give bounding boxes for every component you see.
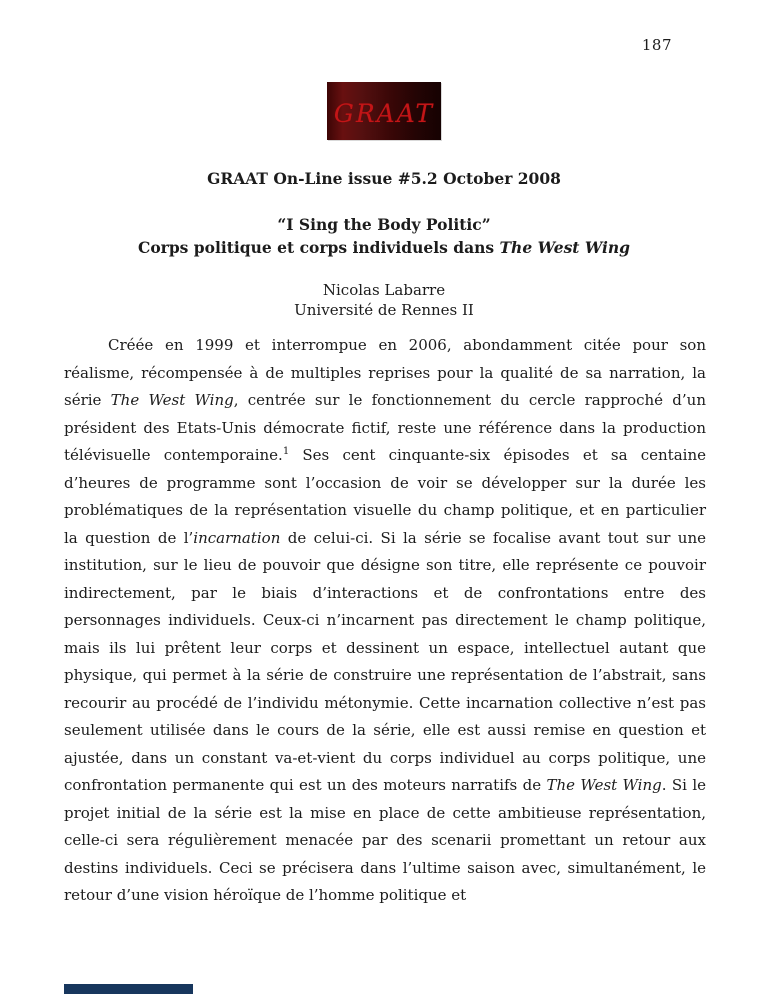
graat-logo xyxy=(327,82,441,140)
article-title-french xyxy=(0,237,768,260)
author-name: Nicolas Labarre xyxy=(322,281,446,299)
body-text-segment: The West Wing xyxy=(546,776,662,794)
page-number: 187 xyxy=(641,36,672,54)
article-title-french-text: Corps politique et corps individuels dans xyxy=(137,237,500,257)
body-text-segment: The West Wing xyxy=(110,391,234,409)
body-text-segment: 1 xyxy=(282,446,290,457)
body-text-segment: Créée en 1999 et interrompue en 2006, abondamment citée pour son réalisme, récompensée à de multiples reprises pour la qualité de sa narration, la série xyxy=(64,336,706,409)
body-paragraph xyxy=(64,332,706,910)
body-text-segment: Ses cent cinquante-six épisodes et sa centaine d’heures de programme sont l’occasion de voir se développer sur la durée les problématiques de la représentation visuelle du champ politique, et en particulier la question de l’ xyxy=(64,446,706,547)
article-title-series-name: The West Wing xyxy=(499,237,630,257)
body-text-segment: , centrée sur le fonctionnement du cercle rapproché d’un président des Etats-Unis démocrate fictif, reste une référence dans la production télévisuelle contemporaine. xyxy=(64,391,707,464)
body-text-segment: . Si le projet initial de la série est la mise en place de cette ambitieuse représentation, celle-ci sera régulièrement menacée par des scenarii promettant un retour aux destins individuels. Ceci se précisera dans l’ultime saison avec, simultanément, le retour d’une vision héroïque de l’homme politique et xyxy=(64,776,706,904)
article-title xyxy=(0,214,768,259)
author-affiliation: Université de Rennes II xyxy=(294,300,474,319)
journal-issue-line: GRAAT On-Line issue #5.2 October 2008 xyxy=(207,169,561,188)
article-title-english: “I Sing the Body Politic” xyxy=(277,215,491,234)
author-block xyxy=(0,281,768,320)
body-text-segment: de celui-ci. Si la série se focalise avant tout sur une institution, sur le lieu de pouvoir que désigne son titre, elle représente ce pouvoir indirectement, par le biais d’interactions et de confrontations entre des personnages individuels. Ceux-ci n’incarnent pas directement le champ politique, mais ils lui prêtent leur corps et dessinent un espace, intellectuel autant que physique, qui permet à la série de construire une représentation de l’abstrait, sans recourir au procédé de l’individu métonymie. Cette incarnation collective n’est pas seulement utilisée dans le cours de la série, elle est aussi remise en question et ajustée, dans un constant va-et-vient du corps individuel au corps politique, une confrontation permanente qui est un des moteurs narratifs de xyxy=(64,528,706,794)
graat-logo-text: GRAAT xyxy=(333,99,435,128)
footer-bar xyxy=(64,984,193,994)
body-text-segment: incarnation xyxy=(193,528,281,547)
